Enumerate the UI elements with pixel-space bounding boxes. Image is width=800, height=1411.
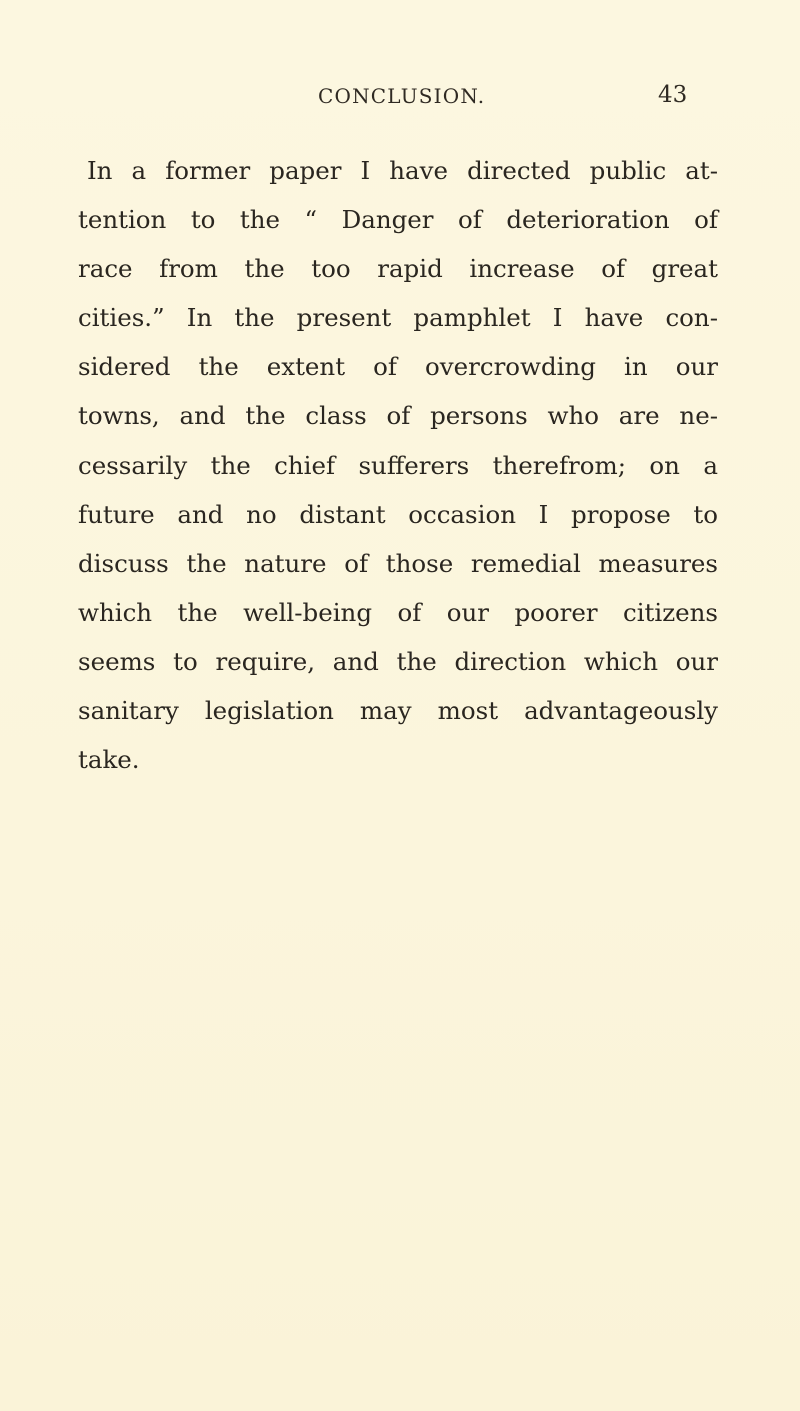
text-line: cities.” In the present pamphlet I have con- (78, 303, 718, 333)
text-line: take. (78, 745, 140, 775)
text-line: which the well-being of our poorer citizens (78, 597, 718, 627)
text-line: cessarily the chief sufferers therefrom; on a (78, 450, 718, 480)
text-line: sanitary legislation may most advantageously (78, 696, 718, 726)
running-head (0, 84, 800, 114)
page-number: 43 (658, 82, 688, 108)
text-line: race from the too rapid increase of great (78, 254, 718, 284)
text-line: In a former paper I have directed public at- (87, 156, 718, 185)
body-paragraph (78, 146, 718, 784)
text-line: seems to require, and the direction which our (78, 646, 718, 676)
text-line: discuss the nature of those remedial measures (78, 548, 718, 578)
text-line: tention to the “ Danger of deterioration of (78, 205, 718, 235)
text-line: future and no distant occasion I propose to (78, 499, 718, 529)
text-line: sidered the extent of overcrowding in our (78, 352, 718, 382)
running-title: CONCLUSION. (318, 84, 486, 108)
text-line: towns, and the class of persons who are ne- (78, 401, 718, 431)
